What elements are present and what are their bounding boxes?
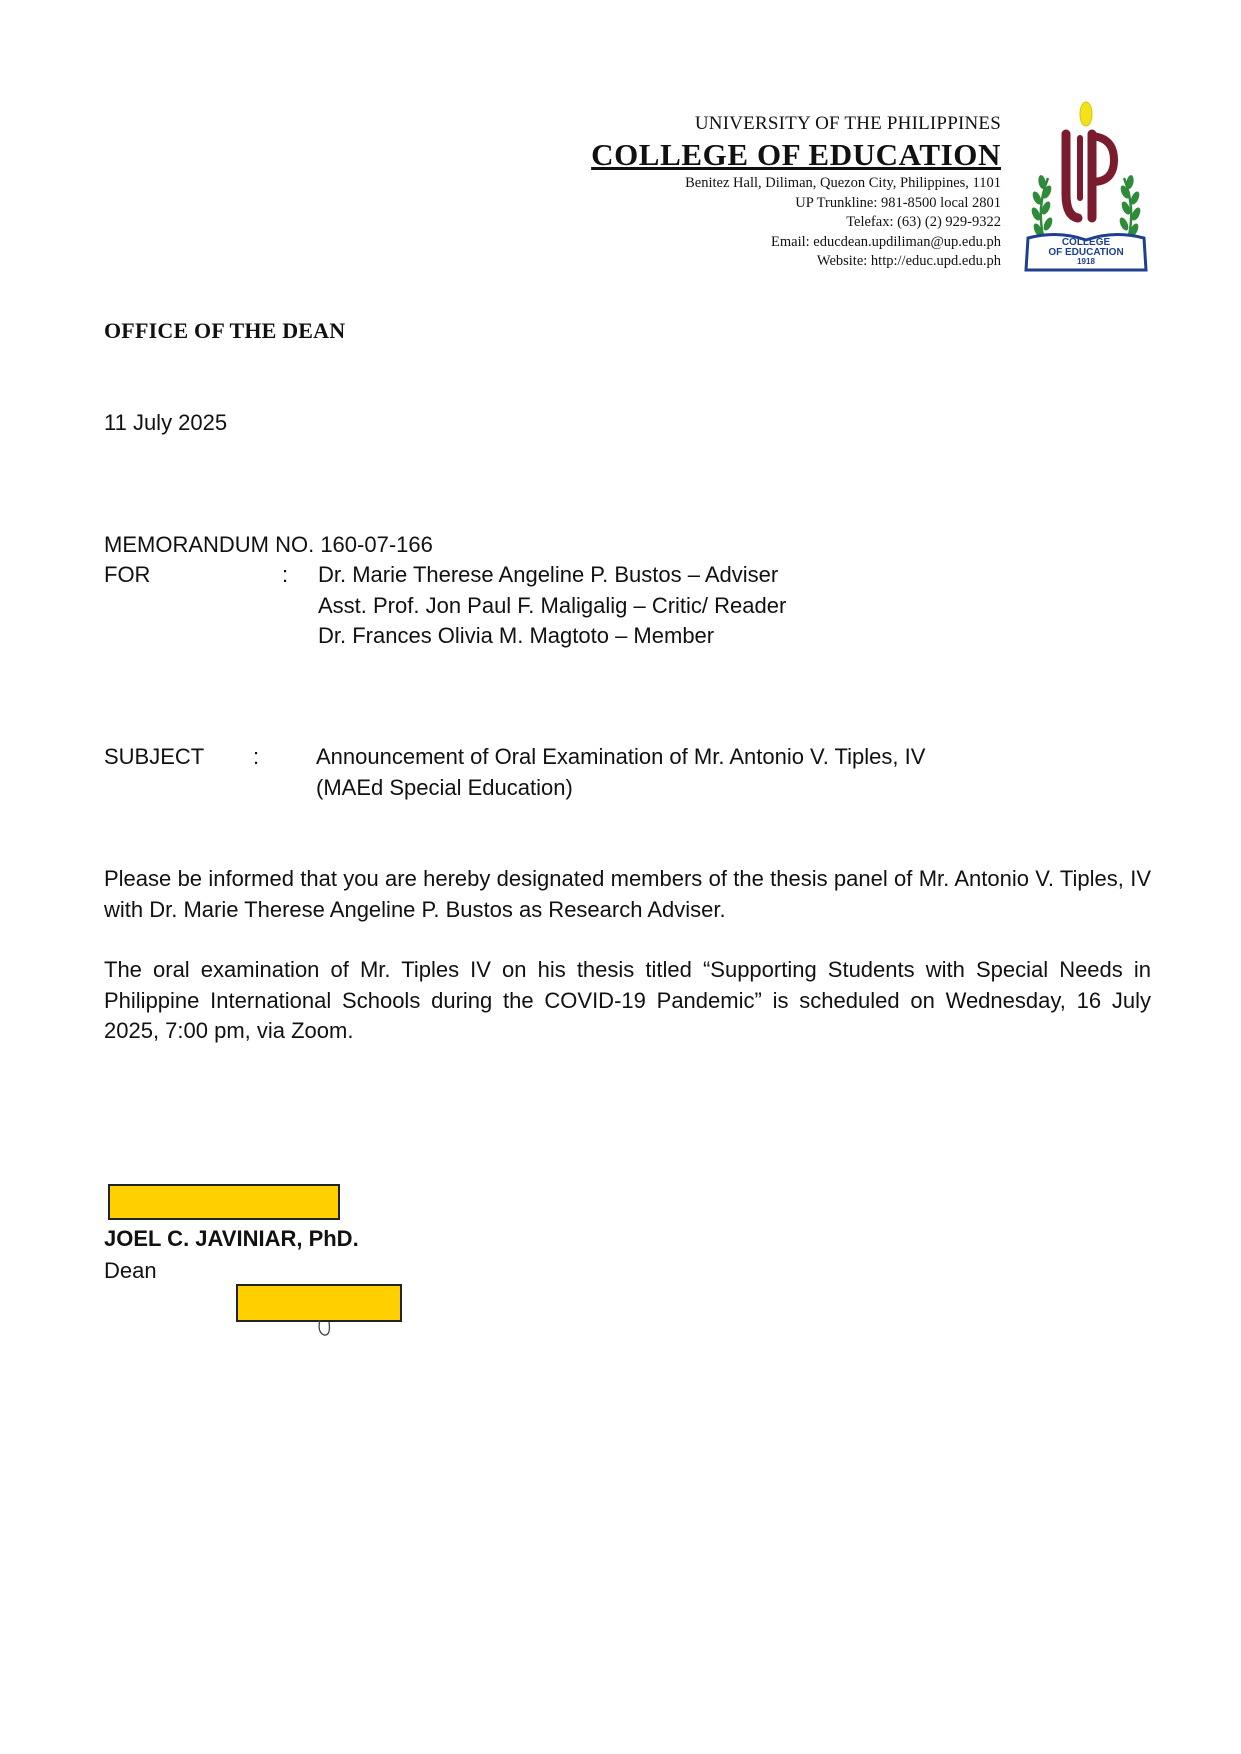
signature-redaction-box	[108, 1184, 340, 1220]
body-paragraph-2: The oral examination of Mr. Tiples IV on his thesis titled “Supporting Students with Special Needs in Philippine International Schools during the COVID-19 Pandemic” is scheduled on Wednesday, 16 July 2025, 7:00 pm, via Zoom.	[104, 957, 1151, 1043]
college-name: COLLEGE OF EDUCATION	[591, 137, 1001, 172]
memo-date: 11 July 2025	[104, 410, 228, 435]
letterhead	[481, 112, 1001, 272]
address: Benitez Hall, Diliman, Quezon City, Philippines, 1101	[685, 175, 1001, 191]
trunkline: UP Trunkline: 981-8500 local 2801	[795, 194, 1001, 211]
subject-line-2: (MAEd Special Education)	[316, 774, 573, 800]
signer-title: Dean	[104, 1258, 157, 1283]
university-name: UNIVERSITY OF THE PHILIPPINES	[694, 113, 1001, 134]
initials-redaction-box	[236, 1284, 402, 1322]
for-colon: :	[282, 562, 289, 587]
recipient-member: Dr. Frances Olivia M. Magtoto – Member	[318, 623, 715, 648]
logo-text-year: 1918	[1077, 257, 1095, 266]
up-college-of-education-seal-icon	[1022, 98, 1150, 276]
subject-text	[316, 742, 1036, 803]
subject-label: SUBJECT	[104, 744, 205, 769]
signer-name: JOEL C. JAVINIAR, PhD.	[104, 1226, 359, 1251]
body-paragraph-1: Please be informed that you are hereby designated members of the thesis panel of Mr. Antonio V. Tiples, IV with Dr. Marie Therese Angeline P. Bustos as Research Adviser.	[104, 866, 1151, 922]
handwritten-mark-icon	[316, 1318, 334, 1338]
memo-number: MEMORANDUM NO. 160-07-166	[104, 532, 433, 557]
subject-line-1: Announcement of Oral Examination of Mr. Antonio V. Tiples, IV	[316, 744, 926, 769]
recipient-adviser: Dr. Marie Therese Angeline P. Bustos – Adviser	[318, 562, 779, 587]
email-address: Email: educdean.updiliman@up.edu.ph	[771, 233, 1001, 250]
recipient-critic-reader: Asst. Prof. Jon Paul F. Maligalig – Critic/ Reader	[318, 592, 787, 618]
subject-colon: :	[253, 744, 260, 769]
logo-text-college: COLLEGE	[1061, 237, 1111, 248]
website: Website: http://educ.upd.edu.ph	[816, 253, 1001, 269]
telefax: Telefax: (63) (2) 929-9322	[846, 214, 1001, 230]
recipient-list	[318, 560, 786, 652]
for-label: FOR	[104, 562, 151, 587]
logo-text-of-education: OF EDUCATION	[1048, 247, 1124, 258]
office-title: OFFICE OF THE DEAN	[104, 318, 346, 343]
